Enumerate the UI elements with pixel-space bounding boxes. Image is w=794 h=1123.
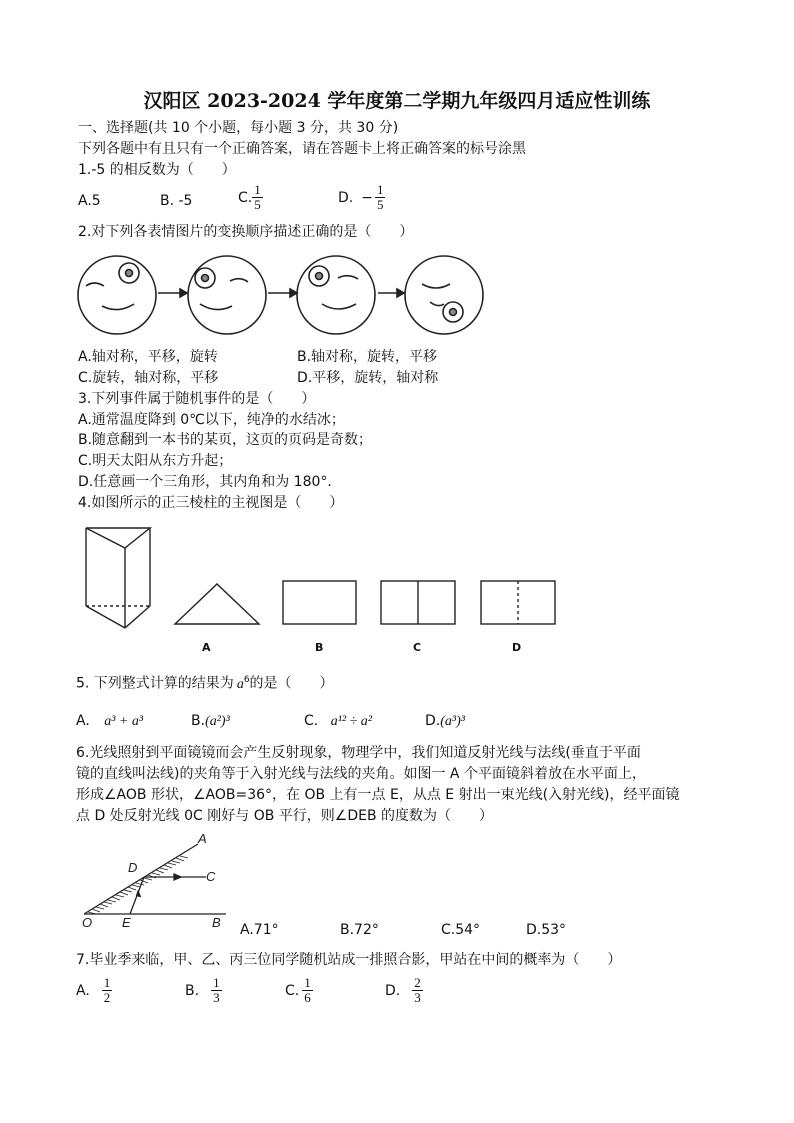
- minus-sign: −: [361, 189, 373, 206]
- face-2: [188, 256, 266, 334]
- face-4: [405, 256, 483, 334]
- q7-option-a-label: A.: [76, 982, 90, 999]
- q4-stem: 4.如图所示的正三棱柱的主视图是（ ）: [78, 495, 344, 511]
- q5-exp: 6: [243, 675, 250, 685]
- option-b-shape: [283, 581, 356, 624]
- q7-a-fraction: [102, 976, 113, 1005]
- q1-option-a: A.5: [78, 193, 101, 209]
- label-d: D: [128, 860, 138, 875]
- q1-stem: 1.-5 的相反数为（ ）: [78, 162, 236, 178]
- q5-option-d-expr: (a³)³: [440, 714, 465, 729]
- q7-b-fraction: [211, 976, 222, 1005]
- q5-option-a-expr: a³ + a³: [104, 714, 144, 729]
- fraction-numerator: 1: [254, 182, 261, 197]
- q5-option-a: [76, 711, 143, 732]
- q7-c-fraction: [302, 976, 313, 1005]
- q3-option-c: C.明天太阳从东方升起；: [78, 453, 233, 469]
- q5-stem-text: 5. 下列整式计算的结果为: [76, 675, 234, 692]
- face-3: [297, 256, 375, 334]
- q3-option-d: D.任意画一个三角形，其内角和为 180°．: [78, 474, 342, 490]
- q5-option-d: [425, 711, 465, 732]
- q2-option-b: B.轴对称，旋转，平移: [297, 349, 438, 365]
- label-b: B: [212, 915, 221, 930]
- q3-option-b: B.随意翻到一本书的某页，这页的页码是奇数；: [78, 432, 373, 448]
- face-1: [78, 256, 156, 334]
- q5-option-b: [191, 711, 230, 732]
- label-e: E: [122, 915, 131, 930]
- q6-option-a: A.71°: [240, 922, 279, 938]
- fraction-denominator: 2: [103, 990, 111, 1005]
- q7-option-b: [185, 976, 222, 1005]
- q7-stem: 7.毕业季来临，甲、乙、丙三位同学随机站成一排照合影，甲站在中间的概率为（ ）: [76, 952, 622, 968]
- q2-stem: 2.对下列各表情图片的变换顺序描述正确的是（ ）: [78, 224, 414, 240]
- q6-option-b: B.72°: [340, 922, 379, 938]
- q5-option-b-expr: (a²)³: [205, 714, 230, 729]
- q1-option-d-label: D.: [338, 189, 354, 206]
- q1-option-c: [238, 183, 263, 212]
- fraction-denominator: 5: [254, 197, 261, 212]
- label-a: A: [198, 831, 207, 846]
- prism-top: [86, 528, 150, 548]
- fraction-denominator: 6: [304, 990, 311, 1005]
- q7-d-fraction: [412, 976, 423, 1005]
- q5-stem: [76, 670, 334, 695]
- q6-option-d: D.53°: [526, 922, 567, 938]
- q5-option-c-expr: a¹² ÷ a²: [330, 714, 372, 729]
- q7-option-c-label: C.: [285, 982, 300, 999]
- q3-option-a: A.通常温度降到 0℃以下，纯净的水结冰；: [78, 412, 345, 428]
- page-title: 汉阳区 2023-2024 学年度第二学期九年级四月适应性训练: [143, 90, 651, 112]
- q1-d-fraction: [375, 183, 386, 212]
- q6-line-1: 6.光线照射到平面镜镜而会产生反射现象，物理学中，我们知道反射光线与法线(垂直于平面: [76, 745, 641, 761]
- q6-line-2: 镜的直线叫法线)的夹角等于入射光线与法线的夹角。如图一 A 个平面镜斜着放在水平面上，: [76, 766, 646, 782]
- fraction-numerator: 1: [376, 182, 384, 197]
- q7-option-a: [76, 976, 112, 1005]
- section-heading: 一、选择题(共 10 个小题，每小题 3 分，共 30 分): [78, 120, 399, 136]
- q4-label-b: B: [315, 641, 324, 654]
- q5-option-a-label: A.: [76, 713, 90, 729]
- q2-option-c: C.旋转，轴对称，平移: [78, 370, 219, 386]
- q5-var: a: [236, 676, 244, 692]
- fraction-numerator: 2: [414, 975, 421, 990]
- q6-line-4: 点 D 处反射光线 0C 刚好与 OB 平行，则∠DEB 的度数为（ ）: [76, 808, 494, 824]
- q5-option-c-label: C.: [304, 713, 319, 729]
- q2-emoji-figure: [72, 248, 492, 344]
- q5-option-b-label: B.: [191, 713, 206, 729]
- q4-label-d: D: [512, 641, 522, 654]
- q3-stem: 3.下列事件属于随机事件的是（ ）: [78, 391, 316, 407]
- q7-option-d-label: D.: [385, 982, 401, 999]
- fraction-numerator: 1: [304, 975, 311, 990]
- q2-option-a: A.轴对称，平移，旋转: [78, 349, 218, 365]
- oa-mirror: [84, 844, 198, 914]
- q6-line-3: 形成∠AOB 形状，∠AOB=36°，在 OB 上有一点 E，从点 E 射出一束光线(入射光线)，经平面镜: [76, 787, 680, 803]
- q2-option-d: D.平移，旋转，轴对称: [297, 370, 439, 386]
- q7-option-b-label: B.: [185, 982, 200, 999]
- label-c: C: [206, 869, 216, 884]
- q1-c-fraction: [252, 183, 263, 212]
- fraction-denominator: 3: [213, 990, 220, 1005]
- q5-option-d-label: D.: [425, 713, 441, 729]
- q7-option-c: [285, 976, 313, 1005]
- fraction-denominator: 5: [376, 197, 384, 212]
- q5-option-c: [304, 711, 372, 732]
- q1-option-b: B. -5: [160, 193, 193, 209]
- fraction-numerator: 1: [103, 975, 111, 990]
- fraction-numerator: 1: [213, 975, 220, 990]
- q1-option-c-label: C.: [238, 189, 253, 206]
- option-a-shape: [175, 584, 259, 624]
- q1-option-d: [338, 183, 385, 212]
- q4-label-c: C: [413, 641, 422, 654]
- q6-mirror-figure: [78, 830, 238, 930]
- q5-stem-tail: 的是（ ）: [249, 675, 334, 692]
- label-o: O: [82, 915, 93, 930]
- q4-label-a: A: [202, 641, 211, 654]
- fraction-denominator: 3: [414, 990, 421, 1005]
- instruction: 下列各题中有且只有一个正确答案，请在答题卡上将正确答案的标号涂黑: [78, 141, 526, 157]
- q4-prism-figure: [80, 522, 560, 630]
- q6-option-c: C.54°: [441, 922, 481, 938]
- q7-option-d: [385, 976, 423, 1005]
